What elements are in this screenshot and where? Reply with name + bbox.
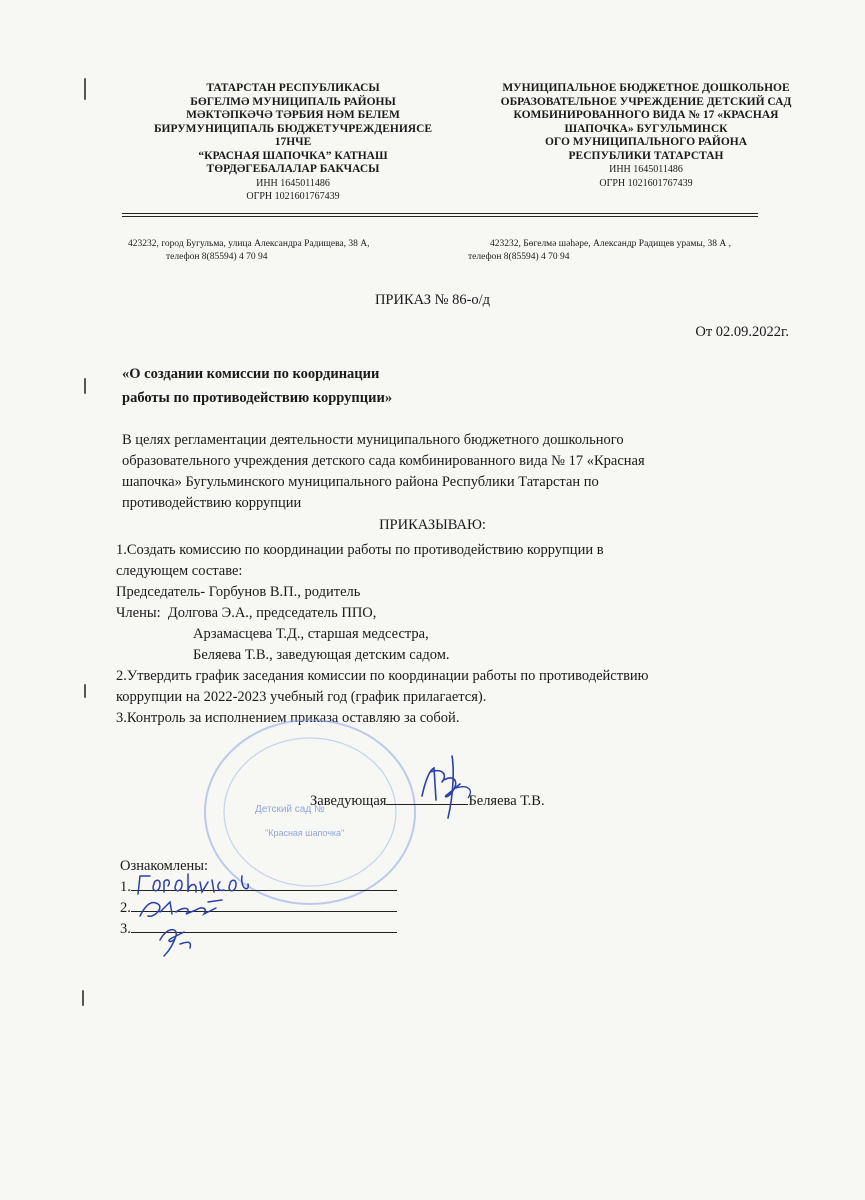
- member-name: Беляева Т.В., заведующая детским садом.: [193, 647, 450, 663]
- address-line: 423232, город Бугульма, улица Александра Радищева, 38 А,: [128, 239, 370, 249]
- letterhead-line: БӨГЕЛМӘ МУНИЦИПАЛЬ РАЙОНЫ: [190, 95, 396, 108]
- head-signature: [408, 748, 498, 828]
- members-label: Члены:: [116, 605, 161, 621]
- letterhead-line: ОБРАЗОВАТЕЛЬНОЕ УЧРЕЖДЕНИЕ ДЕТСКИЙ САД: [500, 95, 792, 108]
- phone-line: телефон 8(85594) 4 70 94: [166, 252, 268, 262]
- order-items: [116, 540, 806, 729]
- item-line: 1.Создать комиссию по координации работы по противодействию коррупции в: [116, 542, 604, 558]
- letterhead-line: БИРУМУНИЦИПАЛЬ БЮДЖЕТУЧРЕЖДЕНИЯСЕ: [153, 122, 433, 135]
- chair-line: Председатель- Горбунов В.П., родитель: [116, 584, 361, 600]
- subject-line: работы по противодействию коррупции»: [122, 390, 393, 406]
- ack-signature-3: [150, 918, 210, 958]
- item-line: 3.Контроль за исполнением приказа оставляю за собой.: [116, 710, 460, 726]
- letterhead-divider: [122, 216, 758, 217]
- punch-mark: [82, 990, 84, 1006]
- row-number: 1.: [120, 879, 131, 895]
- row-number: 3.: [120, 921, 131, 937]
- row-number: 2.: [120, 900, 131, 916]
- member-name: Арзамасцева Т.Д., старшая медсестра,: [193, 626, 429, 642]
- letterhead-line: ТӨРДӘГЕБАЛАЛАР БАКЧАСЫ: [206, 163, 380, 175]
- intro-line: В целях регламентации деятельности муниципального бюджетного дошкольного: [122, 432, 624, 448]
- letterhead-line: КОМБИНИРОВАННОГО ВИДА № 17 «КРАСНАЯ: [513, 109, 779, 121]
- members-line: [116, 603, 806, 624]
- punch-mark: [84, 378, 86, 394]
- signer-position: Заведующая: [310, 793, 387, 809]
- subject-line: «О создании комиссии по координации: [122, 366, 380, 382]
- letterhead-line: ТАТАРСТАН РЕСПУБЛИКАСЫ: [206, 82, 380, 94]
- ogrn: ОГРН 1021601767439: [246, 191, 340, 202]
- order-date: От 02.09.2022г.: [695, 324, 789, 340]
- stamp-text: Детский сад №: [255, 804, 325, 815]
- stamp-text: "Красная шапочка": [265, 828, 345, 838]
- phone-line: телефон 8(85594) 4 70 94: [468, 252, 570, 262]
- intro-line: противодействию коррупции: [122, 495, 302, 511]
- address-line: 423232, Бөгелмә шәһәре, Александр Радищев урамы, 38 А ,: [490, 239, 731, 249]
- letterhead-line: 17НЧЕ: [274, 136, 312, 148]
- intro-line: образовательного учреждения детского сада комбинированного вида № 17 «Красная: [122, 453, 645, 469]
- letterhead-line: РЕСПУБЛИКИ ТАТАРСТАН: [568, 149, 724, 162]
- address-right: [468, 238, 808, 264]
- letterhead-right: [476, 82, 816, 190]
- acknowledged-label: Ознакомлены:: [120, 858, 209, 874]
- item-line: коррупции на 2022-2023 учебный год (график прилагается).: [116, 689, 487, 705]
- order-subject: [122, 362, 392, 410]
- order-word: ПРИКАЗЫВАЮ:: [379, 517, 486, 533]
- letterhead-left: [118, 82, 468, 204]
- ogrn: ОГРН 1021601767439: [599, 177, 693, 189]
- order-title: ПРИКАЗ № 86-о/д: [374, 292, 491, 308]
- order-intro: [122, 430, 792, 514]
- address-left: [128, 238, 458, 264]
- letterhead-line: ШАПОЧКА» БУГУЛЬМИНСК: [564, 122, 728, 135]
- inn: ИНН 1645011486: [609, 164, 683, 175]
- inn: ИНН 1645011486: [256, 177, 330, 189]
- letterhead-line: МӘКТӘПКӘЧӘ ТӘРБИЯ НӘМ БЕЛЕМ: [186, 109, 400, 121]
- signer-name: Беляева Т.В.: [468, 793, 545, 809]
- letterhead-line: ОГО МУНИЦИПАЛЬНОГО РАЙОНА: [544, 136, 748, 148]
- letterhead-line: “КРАСНАЯ ШАПОЧКА” КАТНАШ: [198, 149, 388, 162]
- item-line: 2.Утвердить график заседания комиссии по координации работы по противодействию: [116, 668, 649, 684]
- punch-mark: [84, 684, 86, 698]
- letterhead-line: МУНИЦИПАЛЬНОЕ БЮДЖЕТНОЕ ДОШКОЛЬНОЕ: [502, 82, 790, 94]
- member-name: Долгова Э.А., председатель ППО,: [167, 605, 377, 621]
- punch-mark: [84, 78, 86, 100]
- item-line: следующем составе:: [116, 563, 243, 579]
- letterhead-divider: [122, 213, 758, 214]
- intro-line: шапочка» Бугульминского муниципального района Республики Татарстан по: [122, 474, 599, 490]
